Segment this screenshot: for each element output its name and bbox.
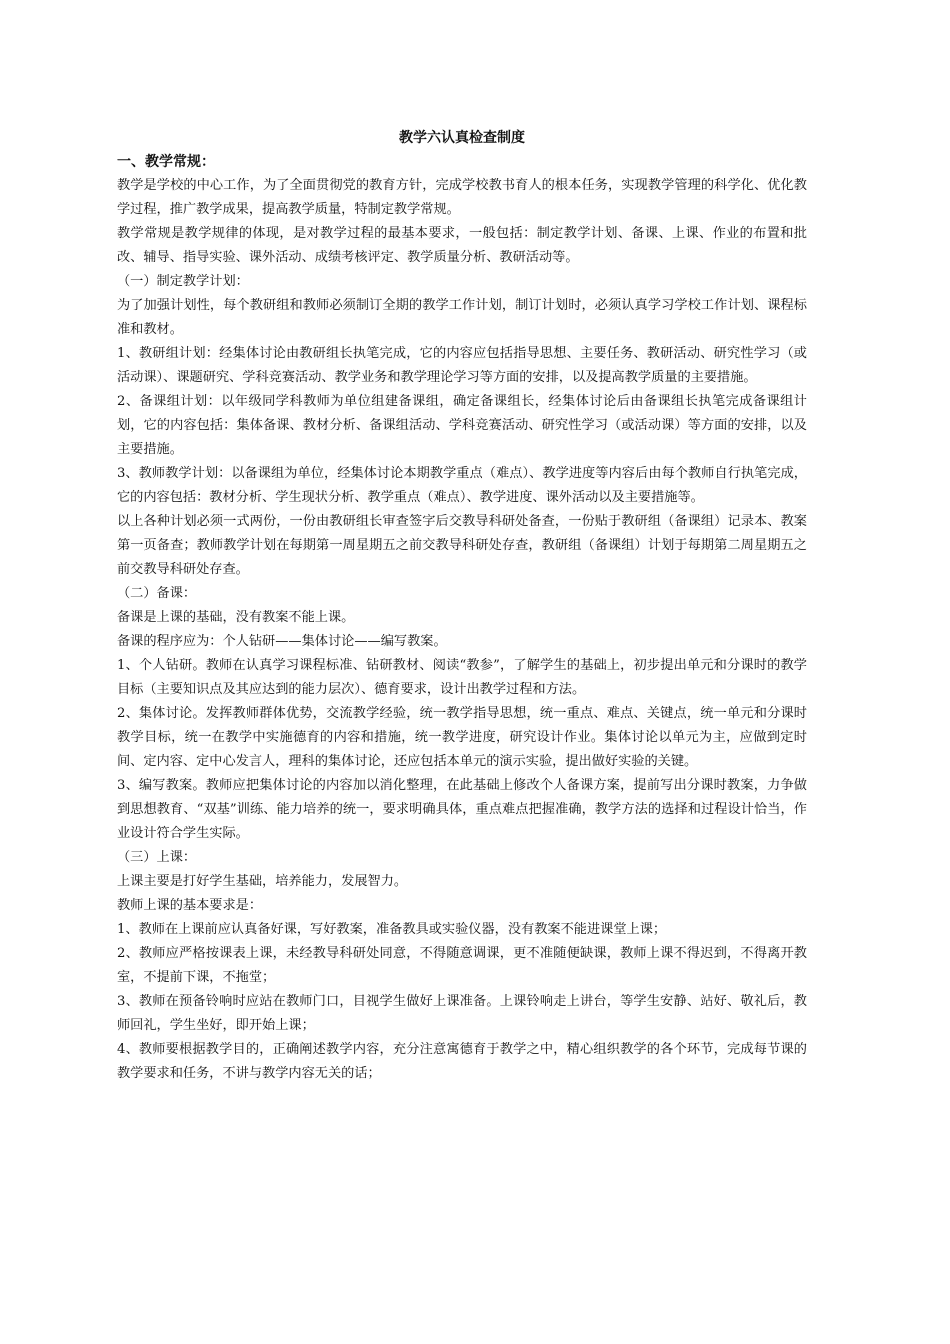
paragraph-intro: 教学是学校的中心工作，为了全面贯彻党的教育方针，完成学校教书育人的根本任务，实现教学管理的科学化、优化教学过程，推广教学成果，提高教学质量，特制定教学常规。 [117, 178, 807, 217]
paragraph-class-requirements: 教师上课的基本要求是： [117, 898, 263, 913]
paragraph-teacher-plan: 3、教师教学计划：以备课组为单位，经集体讨论本期教学重点（难点）、教学进度等内容后由每个教师自行执笔完成，它的内容包括：教材分析、学生现状分析、教学重点（难点）、教学进度、课外活动以及主要措施等。 [117, 466, 807, 505]
subheading-teaching-class: （三）上课： [117, 850, 197, 865]
paragraph-requirement-4: 4、教师要根据教学目的，正确阐述教学内容，充分注意寓德育于教学之中，精心组织教学的各个环节，完成每节课的教学要求和任务，不讲与教学内容无关的话； [117, 1042, 807, 1081]
paragraph-plan-submission: 以上各种计划必须一式两份，一份由教研组长审查签字后交教导科研处备查，一份贴于教研组（备课组）记录本、教案第一页备查；教师教学计划在每期第一周星期五之前交教导科研处存查，教研组（备课组）计划于每期第二周星期五之前交教导科研处存查。 [117, 514, 807, 577]
paragraph-prep-group-plan: 2、备课组计划：以年级同学科教师为单位组建备课组，确定备课组长，经集体讨论后由备课组长执笔完成备课组计划，它的内容包括：集体备课、教材分析、备课组活动、学科竞赛活动、研究性学习（或活动课）等方面的安排，以及主要措施。 [117, 394, 807, 457]
paragraph-group-discussion: 2、集体讨论。发挥教师群体优势，交流教学经验，统一教学指导思想，统一重点、难点、关键点，统一单元和分课时教学目标，统一在教学中实施德育的内容和措施，统一教学进度，研究设计作业。集体讨论以单元为主，应做到定时间、定内容、定中心发言人，理科的集体讨论，还应包括本单元的演示实验，提出做好实验的关键。 [117, 706, 807, 769]
paragraph-write-lesson-plan: 3、编写教案。教师应把集体讨论的内容加以消化整理，在此基础上修改个人备课方案，提前写出分课时教案，力争做到思想教育、“双基”训练、能力培养的统一，要求明确具体，重点难点把握准确，教学方法的选择和过程设计恰当，作业设计符合学生实际。 [117, 778, 807, 841]
paragraph-plan-requirement: 为了加强计划性，每个教研组和教师必须制订全期的教学工作计划，制订计划时，必须认真学习学校工作计划、课程标准和教材。 [117, 298, 807, 337]
document-title: 教学六认真检查制度 [399, 130, 525, 146]
paragraph-requirement-3: 3、教师在预备铃响时应站在教师门口，目视学生做好上课准备。上课铃响走上讲台，等学生安静、站好、敬礼后，教师回礼，学生坐好，即开始上课； [117, 994, 807, 1033]
document-page [117, 126, 807, 1086]
paragraph-routine-definition: 教学常规是教学规律的体现，是对教学过程的最基本要求，一般包括：制定教学计划、备课、上课、作业的布置和批改、辅导、指导实验、课外活动、成绩考核评定、教学质量分析、教研活动等。 [117, 226, 807, 265]
paragraph-individual-study: 1、个人钻研。教师在认真学习课程标准、钻研教材、阅读“教参”，了解学生的基础上，初步提出单元和分课时的教学目标（主要知识点及其应达到的能力层次）、德育要求，设计出教学过程和方法。 [117, 658, 807, 697]
paragraph-prep-procedure: 备课的程序应为：个人钻研——集体讨论——编写教案。 [117, 634, 447, 649]
section-heading: 一、教学常规： [117, 154, 215, 170]
subheading-teaching-plan: （一）制定教学计划： [117, 274, 249, 289]
paragraph-group-plan: 1、教研组计划：经集体讨论由教研组长执笔完成，它的内容应包括指导思想、主要任务、教研活动、研究性学习（或活动课）、课题研究、学科竞赛活动、教学业务和教学理论学习等方面的安排，以及提高教学质量的主要措施。 [117, 346, 807, 385]
subheading-lesson-prep: （二）备课： [117, 586, 197, 601]
paragraph-class-purpose: 上课主要是打好学生基础，培养能力，发展智力。 [117, 874, 408, 889]
paragraph-prep-basis: 备课是上课的基础，没有教案不能上课。 [117, 610, 355, 625]
paragraph-requirement-2: 2、教师应严格按课表上课，未经教导科研处同意，不得随意调课，更不准随便缺课，教师上课不得迟到，不得离开教室，不提前下课，不拖堂； [117, 946, 807, 985]
paragraph-requirement-1: 1、教师在上课前应认真备好课，写好教案，准备教具或实验仪器，没有教案不能进课堂上课； [117, 922, 667, 937]
